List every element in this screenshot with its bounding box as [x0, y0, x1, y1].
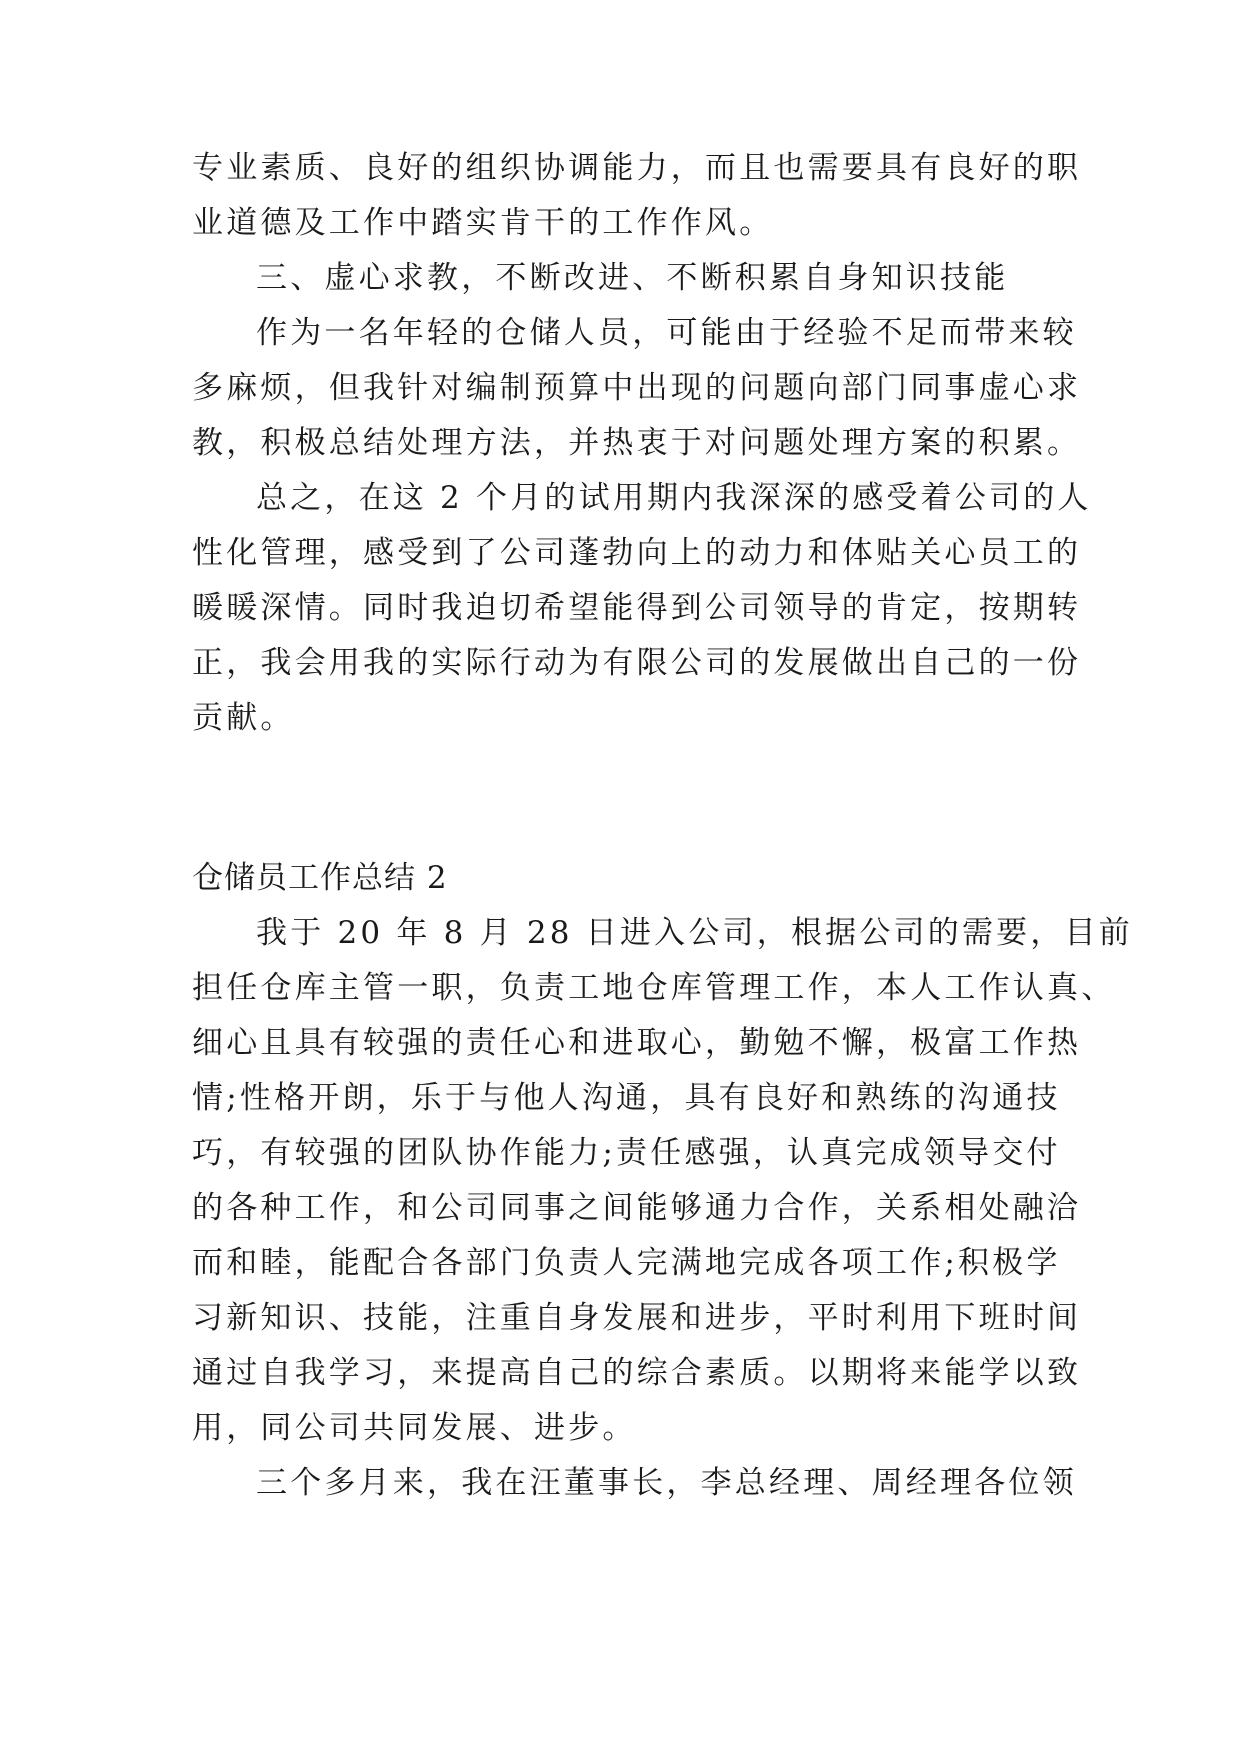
text-line: 而和睦，能配合各部门负责人完满地完成各项工作;积极学: [192, 1245, 1061, 1281]
text-line: 用，同公司共同发展、进步。: [192, 1410, 637, 1446]
text-line: 暖暖深情。同时我迫切希望能得到公司领导的肯定，按期转: [192, 590, 1082, 626]
text-line: 教，积极总结处理方法，并热衷于对问题处理方案的积累。: [192, 425, 1082, 461]
text-line: 正，我会用我的实际行动为有限公司的发展做出自己的一份: [192, 645, 1082, 681]
text-line: 性化管理，感受到了公司蓬勃向上的动力和体贴关心员工的: [192, 535, 1082, 571]
text-line: 担任仓库主管一职，负责工地仓库管理工作，本人工作认真、: [192, 970, 1116, 1006]
text-line: 巧，有较强的团队协作能力;责任感强，认真完成领导交付: [192, 1135, 1061, 1171]
text-line: 的各种工作，和公司同事之间能够通力合作，关系相处融洽: [192, 1190, 1082, 1226]
text-line: 细心且具有较强的责任心和进取心，勤勉不懈，极富工作热: [192, 1025, 1082, 1061]
text-line: 通过自我学习，来提高自己的综合素质。以期将来能学以致: [192, 1355, 1082, 1391]
text-line: 总之，在这 2 个月的试用期内我深深的感受着公司的人: [256, 480, 1092, 516]
section-heading: 三、虚心求教，不断改进、不断积累自身知识技能: [256, 260, 1009, 296]
text-line: 贡献。: [192, 700, 295, 736]
text-line: 情;性格开朗，乐于与他人沟通，具有良好和熟练的沟通技: [192, 1080, 1061, 1116]
text-line: 我于 20 年 8 月 28 日进入公司，根据公司的需要，目前: [256, 915, 1133, 951]
text-line: 专业素质、良好的组织协调能力，而且也需要具有良好的职: [192, 150, 1082, 186]
text-line: 习新知识、技能，注重自身发展和进步，平时利用下班时间: [192, 1300, 1082, 1336]
text-line: 三个多月来，我在汪董事长，李总经理、周经理各位领: [256, 1465, 1077, 1501]
text-line: 业道德及工作中踏实肯干的工作作风。: [192, 205, 774, 241]
text-line: 作为一名年轻的仓储人员，可能由于经验不足而带来较: [256, 315, 1077, 351]
section-title: 仓储员工作总结 2: [192, 860, 448, 896]
text-line: 多麻烦，但我针对编制预算中出现的问题向部门同事虚心求: [192, 370, 1082, 406]
